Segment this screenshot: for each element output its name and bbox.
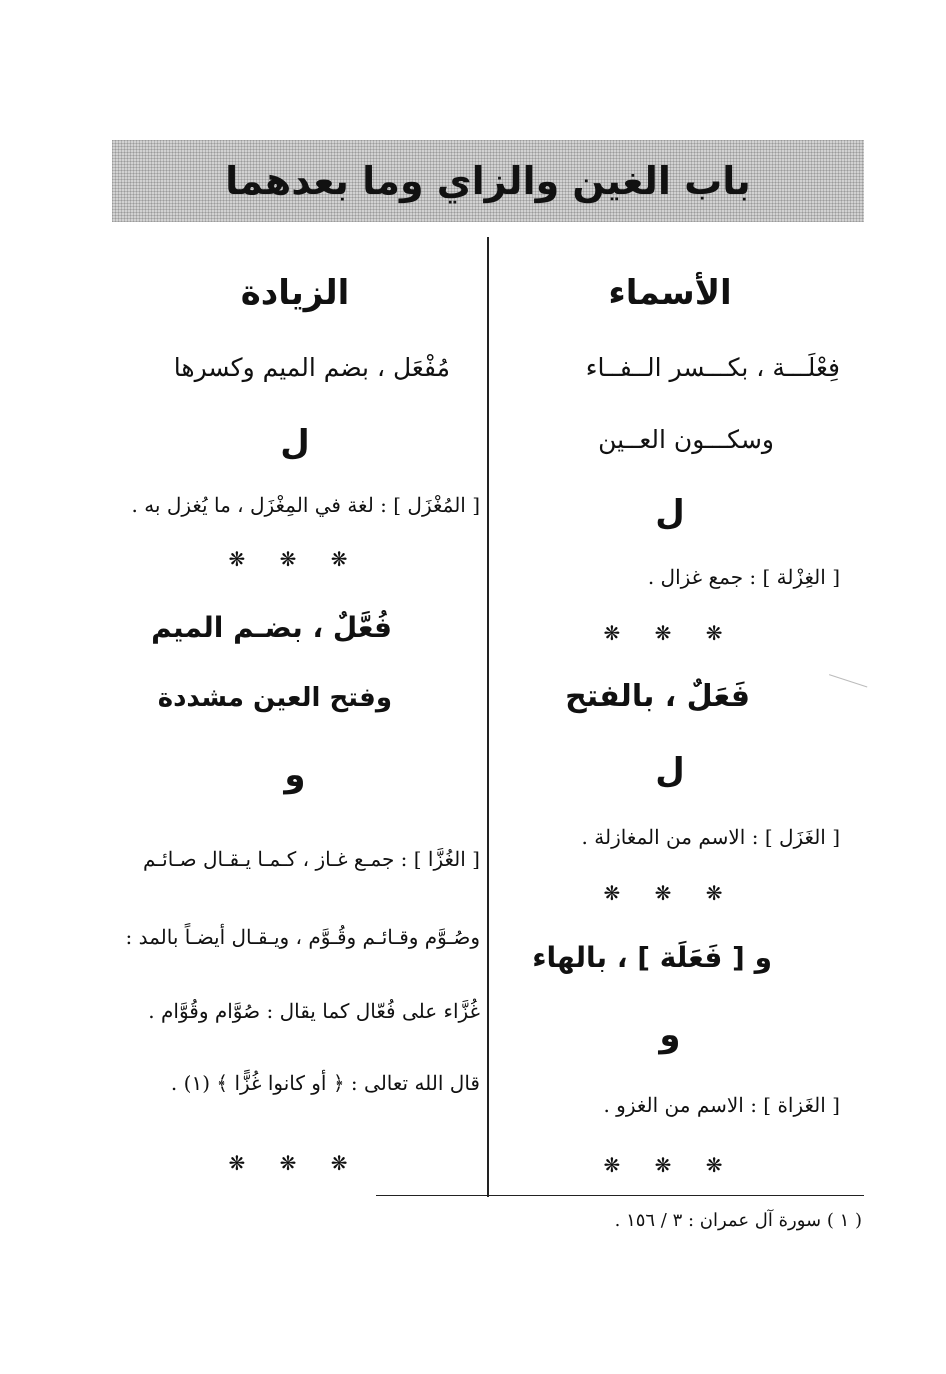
left-line: وفتح العين مشددة xyxy=(157,683,392,713)
section-letter: ل xyxy=(655,493,685,533)
section-ornament: ❋ ❋ ❋ xyxy=(603,1153,737,1177)
entry-line: [ الغِزْلة ] : جمع غزال . xyxy=(647,565,840,589)
chapter-header-band xyxy=(112,140,864,222)
section-ornament: ❋ ❋ ❋ xyxy=(228,1151,362,1175)
footnote: ( ١ ) سورة آل عمران : ٣ / ١٥٦ . xyxy=(614,1210,862,1231)
right-line: فَعَلٌ ، بالفتح xyxy=(565,679,750,714)
entry-line: [ الغَزَل ] : الاسم من المغازلة . xyxy=(581,825,840,849)
entry-line: قال الله تعالى : ﴿ أو كانوا غُزًّا ﴾ (١) . xyxy=(170,1071,480,1095)
entry-line: غُزَّاء على فُعّال كما يقال : صُوَّام وقُوَّام . xyxy=(148,999,480,1023)
left-line: مُفْعَل ، بضم الميم وكسرها xyxy=(173,353,450,382)
entry-line: [ المُغْزَل ] : لغة في المِغْزَل ، ما يُغزل به . xyxy=(131,493,480,517)
section-ornament: ❋ ❋ ❋ xyxy=(603,881,737,905)
right-line: و [ فَعَلَة ] ، بالهاء xyxy=(532,941,772,974)
scan-mark xyxy=(825,674,868,701)
right-line: فِعْلَـــة ، بكـــسر الــفــاء xyxy=(585,353,840,382)
section-letter: و xyxy=(659,1015,681,1055)
chapter-title: باب الغين والزاي وما بعدهما xyxy=(225,159,751,203)
entry-line: [ الغَزاة ] : الاسم من الغزو . xyxy=(603,1093,840,1117)
left-column-heading: الزيادة xyxy=(240,273,350,313)
left-line: فُعَّلٌ ، بضـم الميم xyxy=(151,611,392,644)
entry-line: [ الغُزَّا ] : جمـع غـاز ، كـمـا يـقـال صـائـم xyxy=(142,847,480,871)
right-column-heading: الأسماء xyxy=(608,273,732,313)
footnote-rule xyxy=(376,1195,864,1196)
entry-line: وصُـوَّم وقـائـم وقُـوَّم ، ويـقـال أيضـاً بالمد : xyxy=(125,925,480,949)
section-letter: ل xyxy=(280,423,310,463)
section-ornament: ❋ ❋ ❋ xyxy=(603,621,737,645)
section-ornament: ❋ ❋ ❋ xyxy=(228,547,362,571)
section-letter: ل xyxy=(655,751,685,791)
section-letter: و xyxy=(284,755,306,795)
right-line: وسكـــون العــين xyxy=(598,425,774,454)
column-divider xyxy=(487,237,489,1197)
